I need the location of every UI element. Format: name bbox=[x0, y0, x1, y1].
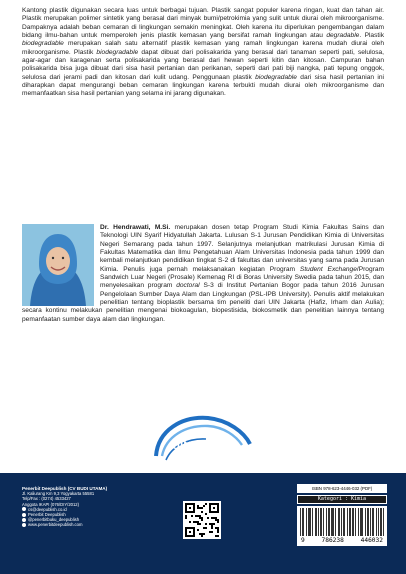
publisher-instagram: @penerbitbuku_deepublish bbox=[22, 517, 107, 522]
facebook-icon bbox=[22, 513, 26, 517]
logo-wordmark: UIN Jakarta bbox=[172, 440, 235, 452]
publisher-info bbox=[22, 486, 107, 528]
barcode-digits: 9 786238 446032 bbox=[301, 537, 383, 544]
author-name: Dr. Hendrawati, M.Si. bbox=[100, 224, 171, 231]
publisher-phone: Telp/Fax : (0274) 4533427 bbox=[22, 496, 71, 502]
publisher-facebook: Penerbit Deepublish bbox=[22, 512, 107, 517]
instagram-icon bbox=[22, 518, 26, 522]
publisher-website: www.penerbitdeepublish.com bbox=[22, 522, 107, 527]
publisher-email: cs@deepublish.co.id bbox=[22, 507, 107, 512]
logo-press-label: Press bbox=[218, 460, 230, 465]
isbn-number: ISBN 978-623-4446-032 (PDF) bbox=[311, 486, 373, 491]
barcode-icon bbox=[300, 508, 384, 536]
author-bio: Dr. Hendrawati, M.Si. merupakan dosen tetap Program Studi Kimia Fakultas Sains dan Teknologi UIN Syarif Hidyatullah Jakarta. Lulusan S-1 Jurusan Pendidikan Kimia di Universitas Negeri Semarang pada tahun 1997. Selanjutnya melanjutkan matrikulasi Jurusan Kimia di Fakultas Matematika dan Ilmu Pengetahuan Alam Universitas Indonesia pada tahun 1999 dan kembali melanjutkan pendidikan tingkat S-2 di fakultas dan universitas yang sama pada Jurusan Kimia. Penulis juga pernah melaksanakan kegiatan Program Student Exchange/Program Sandwich Luar Negeri (Prosale) Kemenag RI di Boras University Swedia pada tahun 2015, dan menyelesaikan program doctoral S-3 di Institut Pertanian Bogor pada tahun 2016 Jurusan Pengelolaan Sumber Daya Alam dan Lingkungan (PSL-IPB University). Penulis aktif melakukan penelitian tentang bioplastik bersama tim peneliti dari UIN Jakarta (Hafiz, Irham dan Aulia); secara kontinu melakukan penelitian mengenai biokoagulan, biopestisida, biokosmetik dan penelitian lainnya tentang pemanfaatan sumber daya alam dan lingkungan. bbox=[22, 224, 384, 323]
uin-jakarta-logo-icon bbox=[148, 412, 258, 466]
category-label: Kategori : Kimia bbox=[317, 496, 367, 502]
globe-icon bbox=[22, 523, 26, 527]
publisher-address: Jl. Kaliurang Km 9,3 Yogyakarta 55581 bbox=[22, 491, 95, 497]
publisher-name: Penerbit Deepublish (CV BUDI UTAMA) bbox=[22, 486, 108, 491]
book-blurb: Kantong plastik digunakan secara luas untuk berbagai tujuan. Plastik sangat populer karena ringan, kuat dan tahan air. Plastik merupakan polimer sintetik yang berasal dari minyak bumi/petrokimia yang sulit untuk diurai oleh mikroorganisme. Dampaknya adalah beban cemaran di lingkungan semakin meningkat. Oleh karena itu diperlukan pengembangan dalam bidang ilmu-bahan untuk memperoleh jenis plastik kemasan yang bersifat ramah lingkungan atau degradable. Plastik biodegradable merupakan salah satu alternatif plastik kemasan yang ramah lingkungan karena mudah diurai oleh mikroorganisme. Plastik biodegradable dapat dibuat dari polisakarida yang berasal dari tanaman seperti pati, selulosa, agar-agar dan karagenan serta polisakarida yang berasal dari hewan seperti kitin dan kitosan. Campuran bahan polisakarida bisa juga dibuat dari sisa hasil pertanian dan perikanan, seperti dari pati biji nangka, pati tepung onggok, selulosa dari jerami padi dan kitosan dari kulit udang. Penggunaan plastik biodegradable dari sisa hasil pertanian ini diharapkan dapat mengurangi beban cemaran lingkungan karena terbukti mudah diurai oleh mikroorganisme dan memanfaatkan sisa hasil pertanian yang selama ini jarang digunakan. bbox=[22, 7, 384, 98]
mail-icon bbox=[22, 507, 26, 511]
qr-code-icon bbox=[183, 501, 221, 539]
publisher-ikapi: Anggota IKAPI (076/DIY/2012) bbox=[22, 501, 80, 507]
